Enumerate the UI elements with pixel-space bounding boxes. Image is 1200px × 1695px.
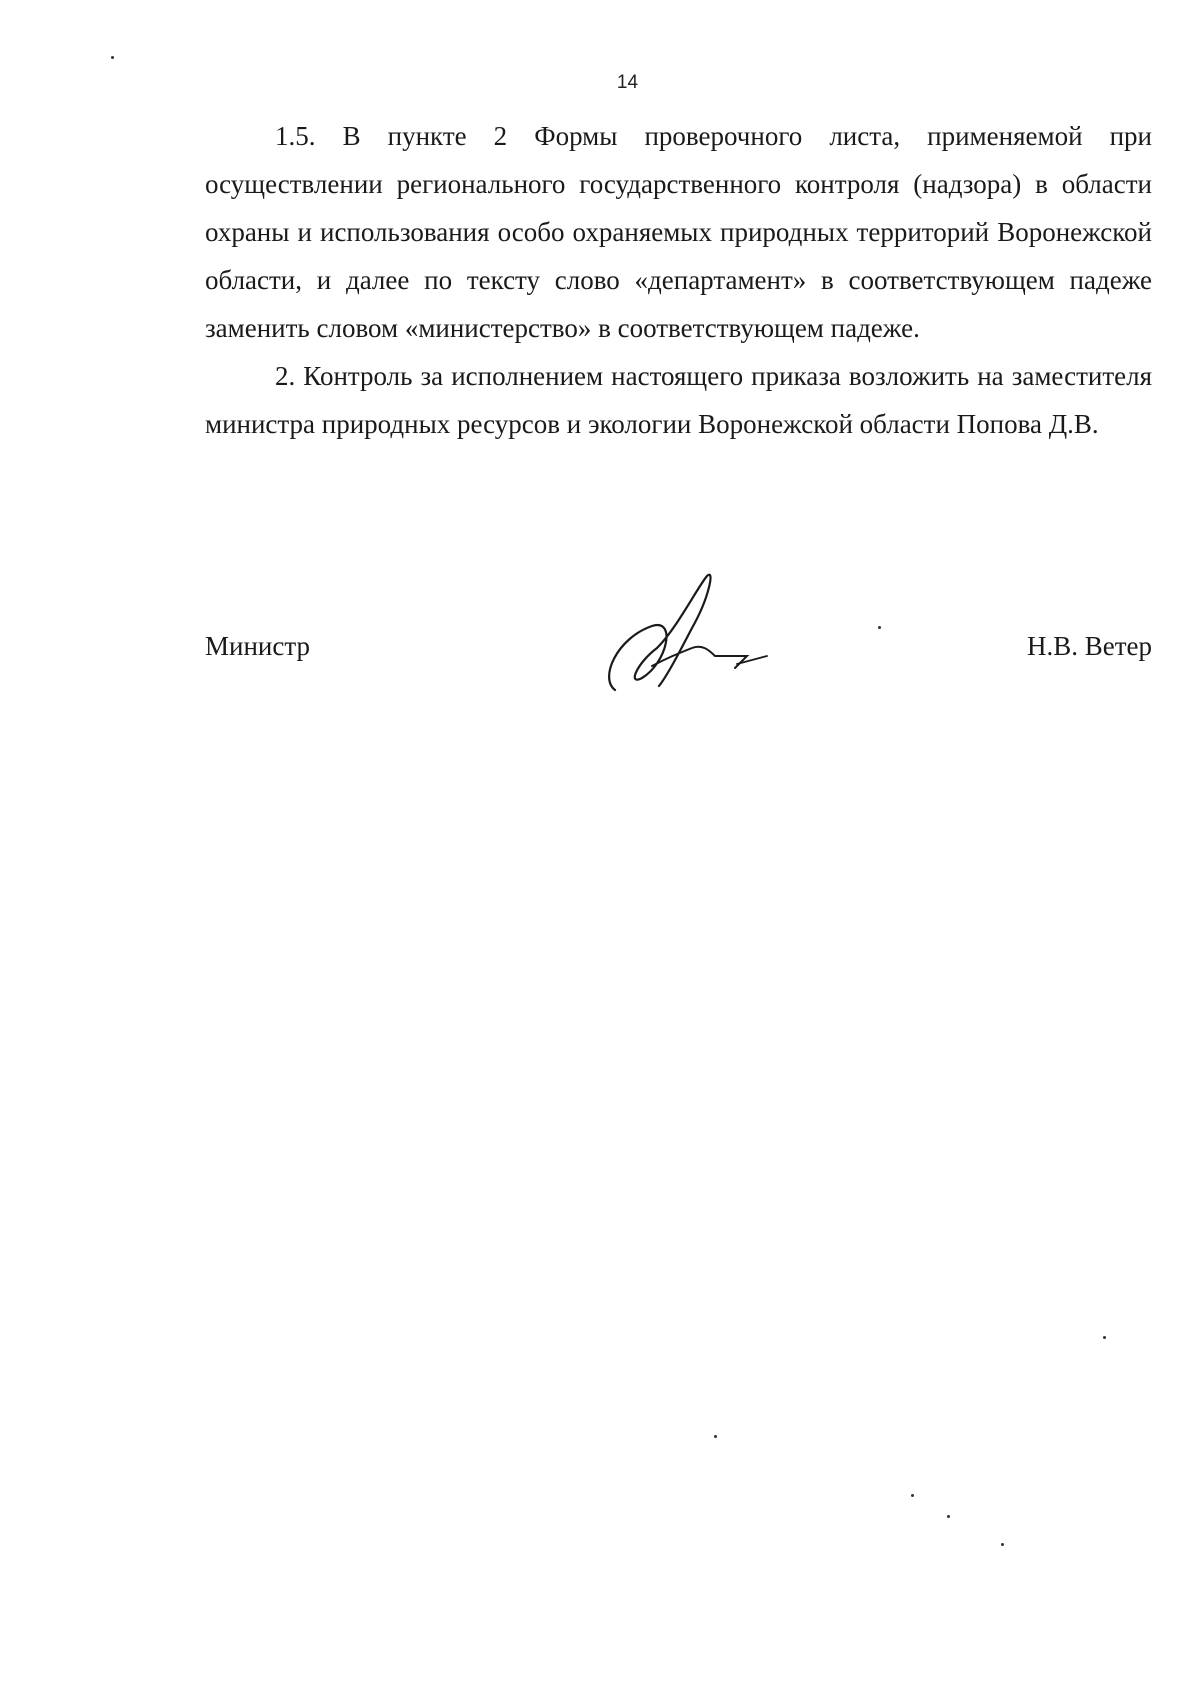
paragraph-2: 2. Контроль за исполнением настоящего приказа возложить на заместителя министра природных ресурсов и экологии Воронежской области Попова Д.В. [205,361,1152,439]
scan-speck [1001,1543,1004,1546]
scan-speck [911,1494,914,1497]
scan-speck [714,1435,717,1438]
scan-speck [1103,1336,1106,1339]
signer-title: Министр [205,631,310,661]
scan-speck [878,626,881,629]
signature-block [205,568,1152,708]
signer-name: Н.В. Ветер [1026,631,1152,661]
scan-speck [111,56,114,59]
paragraph-1-5: 1.5. В пункте 2 Формы проверочного листа, применяемой при осуществлении регионального государственного контроля (надзора) в области охраны и использования особо охраняемых природных территорий Воронежской области, и далее по тексту слово «департамент» в соответствующем падеже заменить словом «министерство» в соответствующем падеже. [205,121,1152,343]
document-body [205,112,1152,448]
scan-speck [947,1515,950,1518]
page-number: 14 [616,72,639,93]
handwritten-signature [597,568,777,708]
